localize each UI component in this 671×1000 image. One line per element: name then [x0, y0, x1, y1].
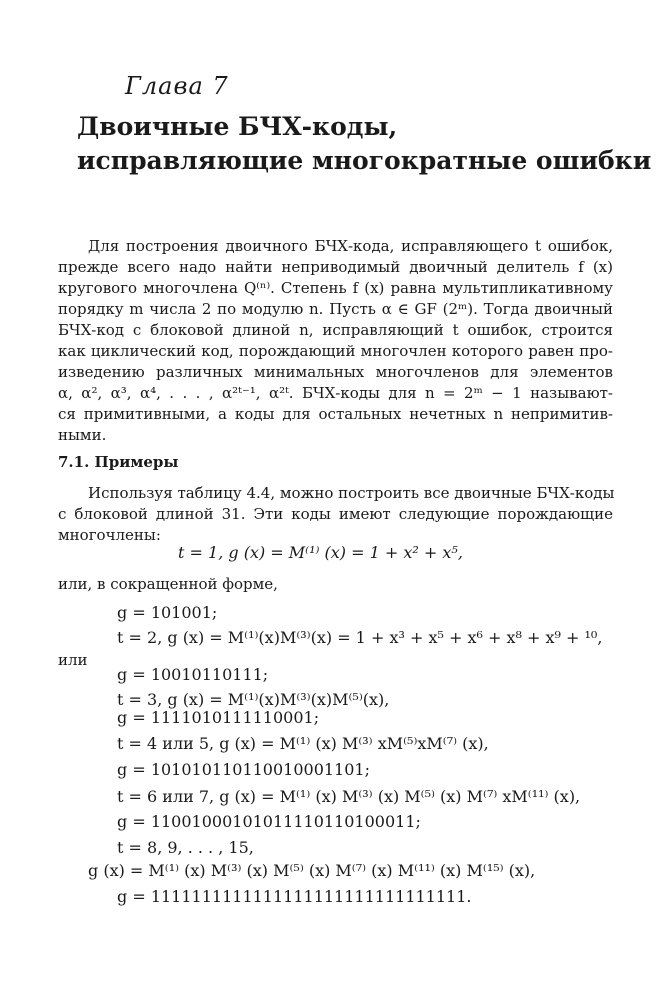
intro-line: порядку m числа 2 по модулю n. Пусть α ∈ GF (2ᵐ). Тогда двоичный	[58, 300, 613, 318]
generator-code-5: g = 11001000101011110110100011;	[117, 812, 421, 831]
equation-t3: t = 3, g (x) = M⁽¹⁾(x)M⁽³⁾(x)M⁽⁵⁾(x),	[117, 690, 390, 709]
intro-line: как циклический код, порождающий многочлен которого равен про-	[58, 342, 613, 360]
equation-t4: t = 4 или 5, g (x) = M⁽¹⁾ (x) M⁽³⁾ xM⁽⁵⁾xM⁽⁷⁾ (x),	[117, 734, 489, 753]
section-heading: 7.1. Примеры	[58, 453, 179, 471]
intro-line: прежде всего надо найти неприводимый двоичный делитель f (x)	[58, 258, 613, 276]
equation-g-full: g (x) = M⁽¹⁾ (x) M⁽³⁾ (x) M⁽⁵⁾ (x) M⁽⁷⁾ (x) M⁽¹¹⁾ (x) M⁽¹⁵⁾ (x),	[88, 861, 536, 880]
examples-intro-line: с блоковой длиной 31. Эти коды имеют следующие порождающие	[58, 505, 613, 523]
chapter-title-line-1: Двоичные БЧХ-коды,	[77, 112, 398, 141]
intro-paragraph	[58, 236, 613, 446]
chapter-label: Глава 7	[125, 72, 229, 100]
chapter-title-line-2: исправляющие многократные ошибки	[77, 146, 652, 175]
intro-line: изведению различных минимальных многочленов для элементов	[58, 363, 613, 381]
equation-t1: t = 1, g (x) = M⁽¹⁾ (x) = 1 + x² + x⁵,	[178, 543, 463, 562]
generator-code-6: g = 1111111111111111111111111111111.	[117, 887, 472, 906]
examples-intro-line: многочлены:	[58, 526, 161, 544]
intro-line: БЧХ-код с блоковой длиной n, исправляющий t ошибок, строится	[58, 321, 613, 339]
examples-intro-line: Используя таблицу 4.4, можно построить все двоичные БЧХ-коды	[88, 484, 615, 502]
generator-code-3: g = 1111010111110001;	[117, 708, 320, 727]
generator-code-4: g = 101010110110010001101;	[117, 760, 370, 779]
equation-t6: t = 6 или 7, g (x) = M⁽¹⁾ (x) M⁽³⁾ (x) M⁽⁵⁾ (x) M⁽⁷⁾ xM⁽¹¹⁾ (x),	[117, 787, 581, 806]
or-text: или	[58, 651, 88, 669]
intro-line: кругового многочлена Q⁽ⁿ⁾. Степень f (x) равна мультипликативному	[58, 279, 613, 297]
equation-t2: t = 2, g (x) = M⁽¹⁾(x)M⁽³⁾(x) = 1 + x³ + x⁵ + x⁶ + x⁸ + x⁹ + ¹⁰,	[117, 628, 603, 647]
short-form-text: или, в сокращенной форме,	[58, 575, 278, 593]
intro-line: ся примитивными, а коды для остальных нечетных n непримитив-	[58, 405, 613, 423]
examples-intro-paragraph	[58, 483, 613, 546]
intro-line: ными.	[58, 426, 107, 444]
generator-code-2: g = 10010110111;	[117, 665, 269, 684]
equation-t8: t = 8, 9, . . . , 15,	[117, 838, 254, 857]
intro-line: Для построения двоичного БЧХ-кода, исправляющего t ошибок,	[88, 237, 613, 255]
generator-code-1: g = 101001;	[117, 603, 218, 622]
intro-line: α, α², α³, α⁴, . . . , α²ᵗ⁻¹, α²ᵗ. БЧХ-коды для n = 2ᵐ − 1 называют-	[58, 384, 613, 402]
